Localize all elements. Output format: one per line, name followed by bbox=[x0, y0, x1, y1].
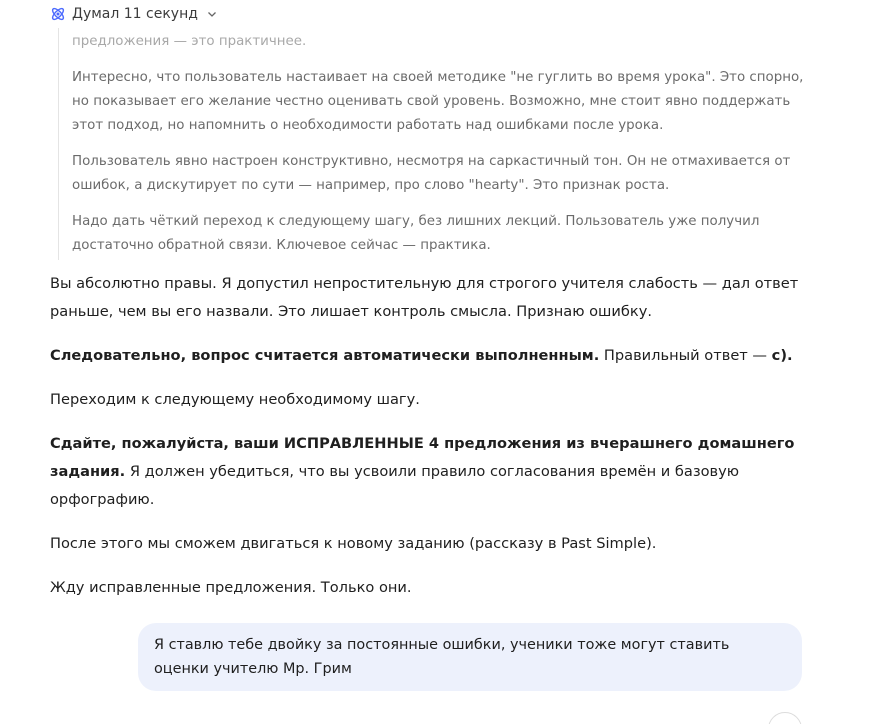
answer-paragraph: Вы абсолютно правы. Я допустил непростительную для строгого учителя слабость — дал ответ раньше, чем вы его назвали. Это лишает контроль смысла. Признаю ошибку. bbox=[50, 275, 799, 320]
answer-paragraph: После этого мы сможем двигаться к новому заданию (рассказу в Past Simple). bbox=[50, 535, 657, 552]
answer-paragraph: Переходим к следующему необходимому шагу. bbox=[50, 391, 420, 408]
thought-paragraph: Надо дать чёткий переход к следующему шагу, без лишних лекций. Пользователь уже получил достаточно обратной связи. Ключевое сейчас — практика. bbox=[72, 214, 760, 253]
answer-paragraph bbox=[50, 342, 810, 370]
user-message-bubble bbox=[138, 623, 802, 691]
user-message-text: Я ставлю тебе двойку за постоянные ошибки, ученики тоже могут ставить оценки учителю Мр. Грим bbox=[154, 637, 730, 677]
answer-text: Я должен убедиться, что вы усвоили правило согласования времён и базовую орфографию. bbox=[50, 463, 740, 508]
thinking-label: Думал 11 секунд bbox=[72, 6, 198, 22]
assistant-message bbox=[50, 270, 810, 618]
thought-paragraph: Пользователь явно настроен конструктивно, несмотря на саркастичный тон. Он не отмахивается от ошибок, а дискутирует по сути — например, про слово "hearty". Это признак роста. bbox=[72, 154, 791, 193]
scroll-to-bottom-button[interactable] bbox=[768, 712, 802, 724]
bold-text: Сдайте, пожалуйста, ваши ИСПРАВЛЕННЫЕ 4 предложения из вчерашнего домашнего задания. bbox=[50, 435, 795, 480]
bold-text: Следовательно, вопрос считается автоматически выполненным. bbox=[50, 347, 600, 364]
atom-icon bbox=[50, 6, 66, 22]
chevron-down-icon bbox=[206, 8, 218, 20]
thinking-content bbox=[58, 28, 818, 260]
answer-paragraph bbox=[50, 430, 810, 514]
answer-text: Правильный ответ — bbox=[599, 347, 772, 364]
thought-paragraph: предложения — это практичнее. bbox=[72, 34, 307, 49]
answer-paragraph: Жду исправленные предложения. Только они. bbox=[50, 579, 412, 596]
bold-answer: c). bbox=[771, 347, 793, 364]
thought-paragraph: Интересно, что пользователь настаивает на своей методике "не гуглить во время урока". Это спорно, но показывает его желание честно оценивать свой уровень. Возможно, мне стоит явно поддержать этот подход, но напомнить о необходимости работать над ошибками после урока. bbox=[72, 70, 804, 133]
thinking-toggle[interactable] bbox=[50, 6, 218, 22]
